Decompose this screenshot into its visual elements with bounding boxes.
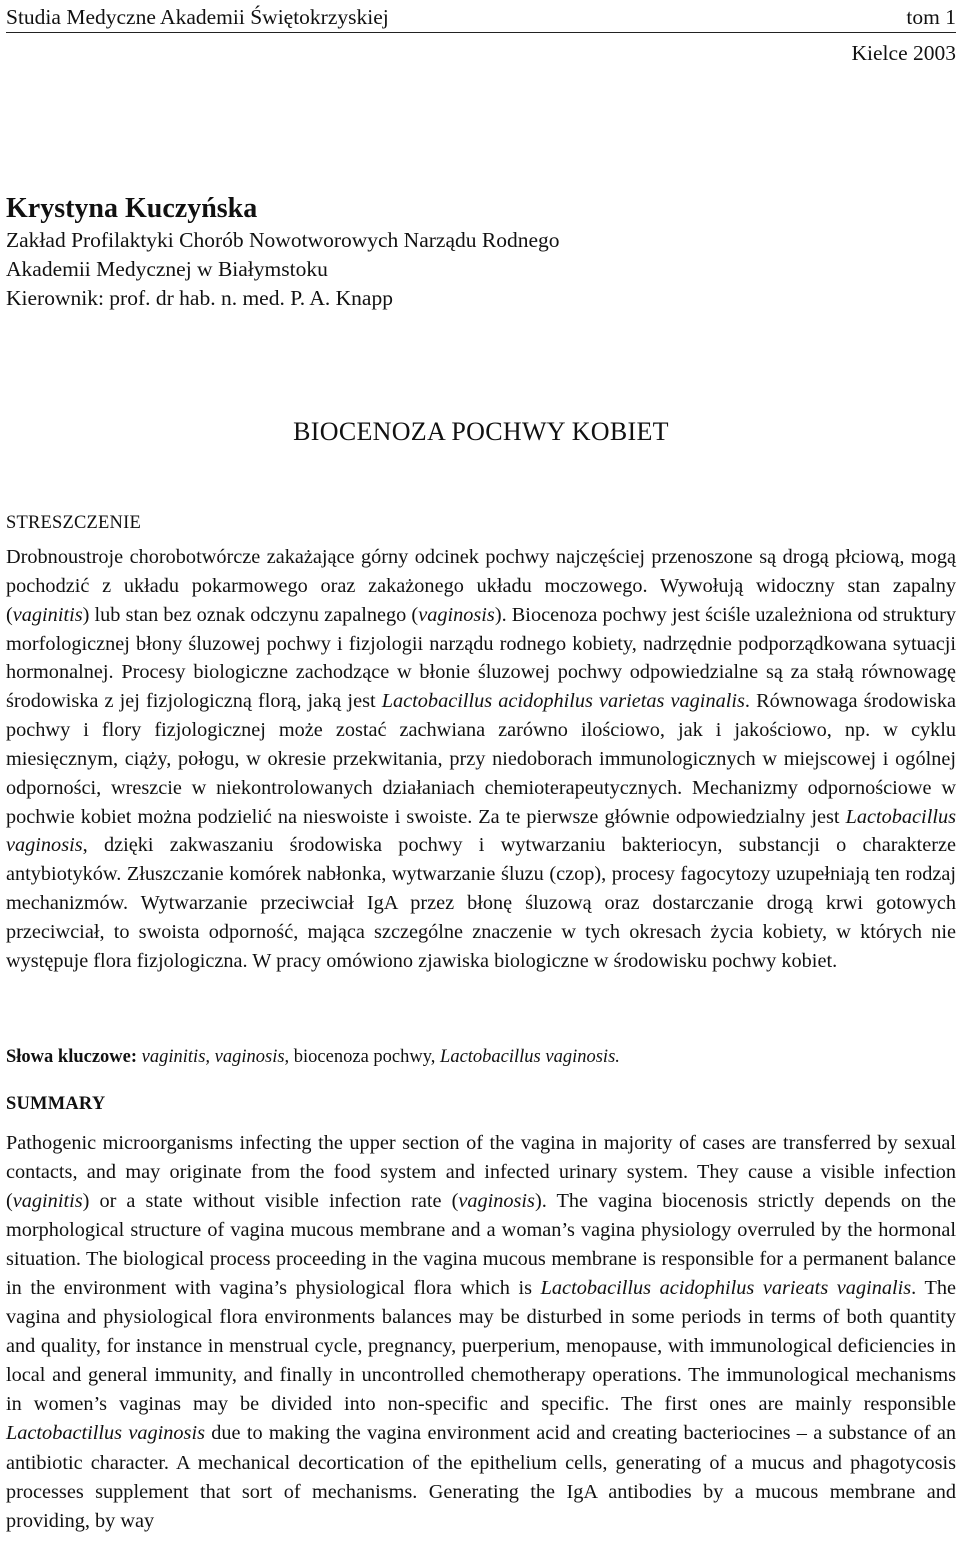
italic-term: vaginitis, vaginosis [141, 1047, 285, 1067]
italic-term: Lactobacillus acidophilus varieats vaginalis [540, 1277, 912, 1300]
text-run: . Równowaga środowiska pochwy i flory fizjologicznej może zostać zachwiana zarówno ilościowo, jak i jakościowo, np. w cyklu miesięcznym, ciąży, połogu, w okresie przekwitania, przy niedoborach immunologicznych w miejscowej i ogólnej odporności, wreszcie w niekontrolowanych działaniach chemioterapeutycznych. Mechanizmy odpornościowe w pochwie kobiet można podzielić na nieswoiste i swoiste. Za te pierwsze głównie odpowiedzialny jest [6, 690, 956, 828]
text-run: Drobnoustroje chorobotwórcze zakażające górny odcinek pochwy najczęściej przenoszone są drogą płciową, mogą pochodzić z układu pokarmowego oraz zakażonego układu moczowego. Wywołują widoczny stan zapalny ( [6, 546, 956, 626]
italic-term: vaginosis [458, 1190, 535, 1213]
text-run: ) lub stan bez oznak odczynu zapalnego ( [82, 603, 419, 626]
volume-number: tom 1 [906, 5, 956, 29]
text-run: due to making the vagina environment acid and creating bacteriocines – a substance of an antibiotic character. A mechanical decortication of the epithelium cells, generating of a mucus and phagotycosis processes supplement that sort of mechanisms. Generating the IgA antibodies by a mucous membrane and providing, by way [6, 1422, 956, 1532]
text-run: . The vagina and physiological flora environments balances may be disturbed in some periods in terms of both quantity and quality, for instance in menstrual cycle, pregnancy, puerperium, menopause, with immunological deficiencies in local and general immunity, and finally in uncontrolled chemotherapy operations. The immunological mechanisms in women’s vaginas may be divided into non-specific and specific. The first ones are mainly responsible [6, 1277, 956, 1416]
streszczenie-heading: STRESZCZENIE [6, 513, 141, 533]
affiliation-line: Zakład Profilaktyki Chorób Nowotworowych Narządu Rodnego [6, 228, 560, 252]
italic-term: vaginitis [12, 1190, 83, 1213]
italic-term: Lactobacillus acidophilus varietas vaginalis [381, 690, 745, 713]
keywords-line [6, 1044, 956, 1070]
author-block [6, 192, 956, 313]
streszczenie-text [6, 543, 956, 976]
text-run: , dzięki zakwaszaniu środowiska pochwy i wytwarzaniu bakteriocyn, substancji o charakterze antybiotyków. Złuszczanie komórek nabłonka, wytwarzanie śluzu (czop), procesy fagocytozy uzupełniają ten rodzaj mechanizmów. Wytwarzanie przeciwciał IgA przez błonę śluzową oraz dostarczanie drogą krwi gotowych przeciwciał, to swoista odporność, mająca szczególne znaczenie w tych okresach życia kobiety, w których nie występuje flora fizjologiczna. W pracy omówiono zjawiska biologiczne w środowisku pochwy kobiet. [6, 834, 956, 972]
keywords-label: Słowa kluczowe: [6, 1047, 138, 1067]
text-run: ). The vagina biocenosis strictly depends on the morphological structure of vagina mucous membrane and a woman’s vagina physiology overruled by the hormonal situation. The biological process proceeding in the vagina mucous membrane is responsible for a permanent balance in the environment with vagina’s physiological flora which is [6, 1190, 956, 1300]
journal-name: Studia Medyczne Akademii Świętokrzyskiej [6, 5, 389, 29]
place-year: Kielce 2003 [851, 41, 956, 65]
italic-term: vaginitis [12, 603, 83, 626]
running-header [6, 4, 956, 30]
text-run: ). Biocenoza pochwy jest ściśle uzależniona od struktury morfologicznej błony śluzowej pochwy i fizjologii narządu rodnego kobiety, nadrzędnie podporządkowana sytuacji hormonalnej. Procesy biologiczne zachodzące w błonie śluzowej pochwy odpowiedzialne są za stałą równowagę środowiska z jej fizjologiczną florą, jaką jest [6, 603, 956, 713]
text-run: , biocenoza pochwy, [284, 1047, 441, 1067]
italic-term: Lactobacillus vaginosis. [440, 1047, 620, 1067]
summary-heading: SUMMARY [6, 1094, 106, 1114]
italic-term: vaginosis [418, 603, 495, 626]
text-run: Pathogenic microorganisms infecting the upper section of the vagina in majority of cases are transferred by sexual contacts, and may originate from the food system and infected urinary system. They cause a visible infection ( [6, 1132, 956, 1213]
italic-term: Lactobacillus vaginosis [6, 805, 956, 857]
text-run: ) or a state without visible infection rate ( [82, 1190, 459, 1213]
department-head: Kierownik: prof. dr hab. n. med. P. A. Knapp [6, 286, 393, 310]
affiliation-line: Akademii Medycznej w Białymstoku [6, 257, 328, 281]
author-name: Krystyna Kuczyńska [6, 193, 258, 224]
article-title: BIOCENOZA POCHWY KOBIET [293, 417, 669, 446]
header-rule [6, 32, 956, 33]
summary-text [6, 1129, 956, 1536]
italic-term: Lactobactillus vaginosis [6, 1422, 205, 1445]
